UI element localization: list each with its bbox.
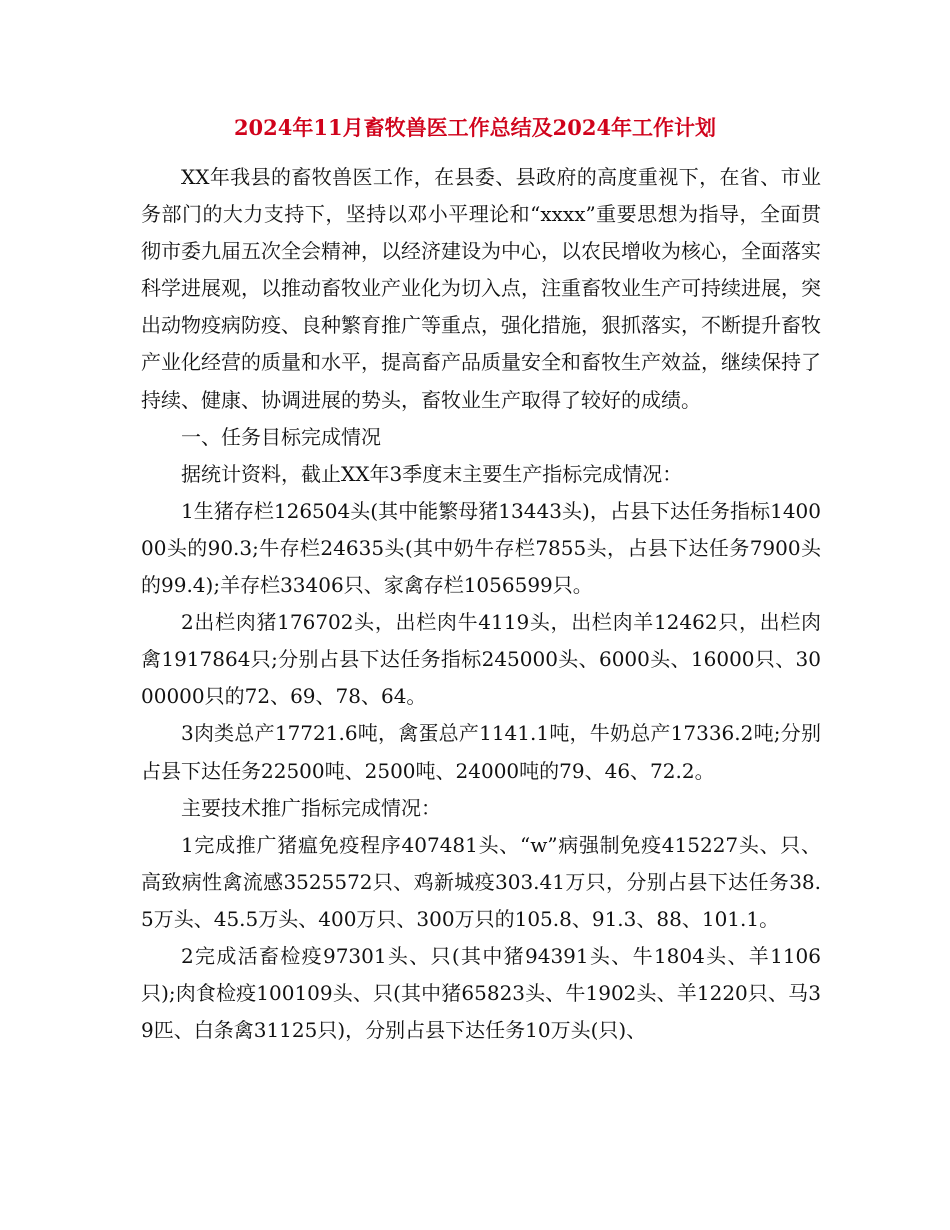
- document-body: [141, 159, 821, 1049]
- section-heading-task-targets: 一、任务目标完成情况: [181, 424, 381, 449]
- paragraph-statistics-intro: 据统计资料，截止XX年3季度末主要生产指标完成情况：: [181, 461, 683, 486]
- document-title: 2024年11月畜牧兽医工作总结及2024年工作计划: [233, 115, 717, 140]
- paragraph-item-immunization: 1完成推广猪瘟免疫程序407481头、“w”病强制免疫415227头、只、高致病性禽流感3525572只、鸡新城疫303.41万只，分别占县下达任务38.5万头、45.5万头、400万只、300万只的105.8、91.3、88、101.1。: [141, 832, 821, 931]
- paragraph-item-quarantine: 2完成活畜检疫97301头、只(其中猪94391头、牛1804头、羊1106只);肉食检疫100109头、只(其中猪65823头、牛1902头、羊1220只、马39匹、白条禽31125只)，分别占县下达任务10万头(只)、: [141, 943, 821, 1043]
- paragraph-item-meat-production: 3肉类总产17721.6吨，禽蛋总产1141.1吨，牛奶总产17336.2吨;分别占县下达任务22500吨、2500吨、24000吨的79、46、72.2。: [141, 721, 821, 783]
- paragraph-tech-promotion-intro: 主要技术推广指标完成情况：: [181, 795, 441, 820]
- paragraph-intro: XX年我县的畜牧兽医工作，在县委、县政府的高度重视下，在省、市业务部门的大力支持下，坚持以邓小平理论和“xxxx”重要思想为指导，全面贯彻市委九届五次全会精神，以经济建设为中心，以农民增收为核心，全面落实科学进展观，以推动畜牧业产业化为切入点，注重畜牧业生产可持续进展，突出动物疫病防疫、良种繁育推广等重点，强化措施，狠抓落实，不断提升畜牧产业化经营的质量和水平，提高畜产品质量安全和畜牧生产效益，继续保持了持续、健康、协调进展的势头，畜牧业生产取得了较好的成绩。: [141, 165, 821, 412]
- paragraph-item-livestock-stock: 1生猪存栏126504头(其中能繁母猪13443头)，占县下达任务指标140000头的90.3;牛存栏24635头(其中奶牛存栏7855头，占县下达任务7900头的99.4);羊存栏33406只、家禽存栏1056599只。: [141, 498, 821, 598]
- paragraph-item-livestock-output: 2出栏肉猪176702头，出栏肉牛4119头，出栏肉羊12462只，出栏肉禽1917864只;分别占县下达任务指标245000头、6000头、16000只、3000000只的72、69、78、64。: [141, 610, 821, 709]
